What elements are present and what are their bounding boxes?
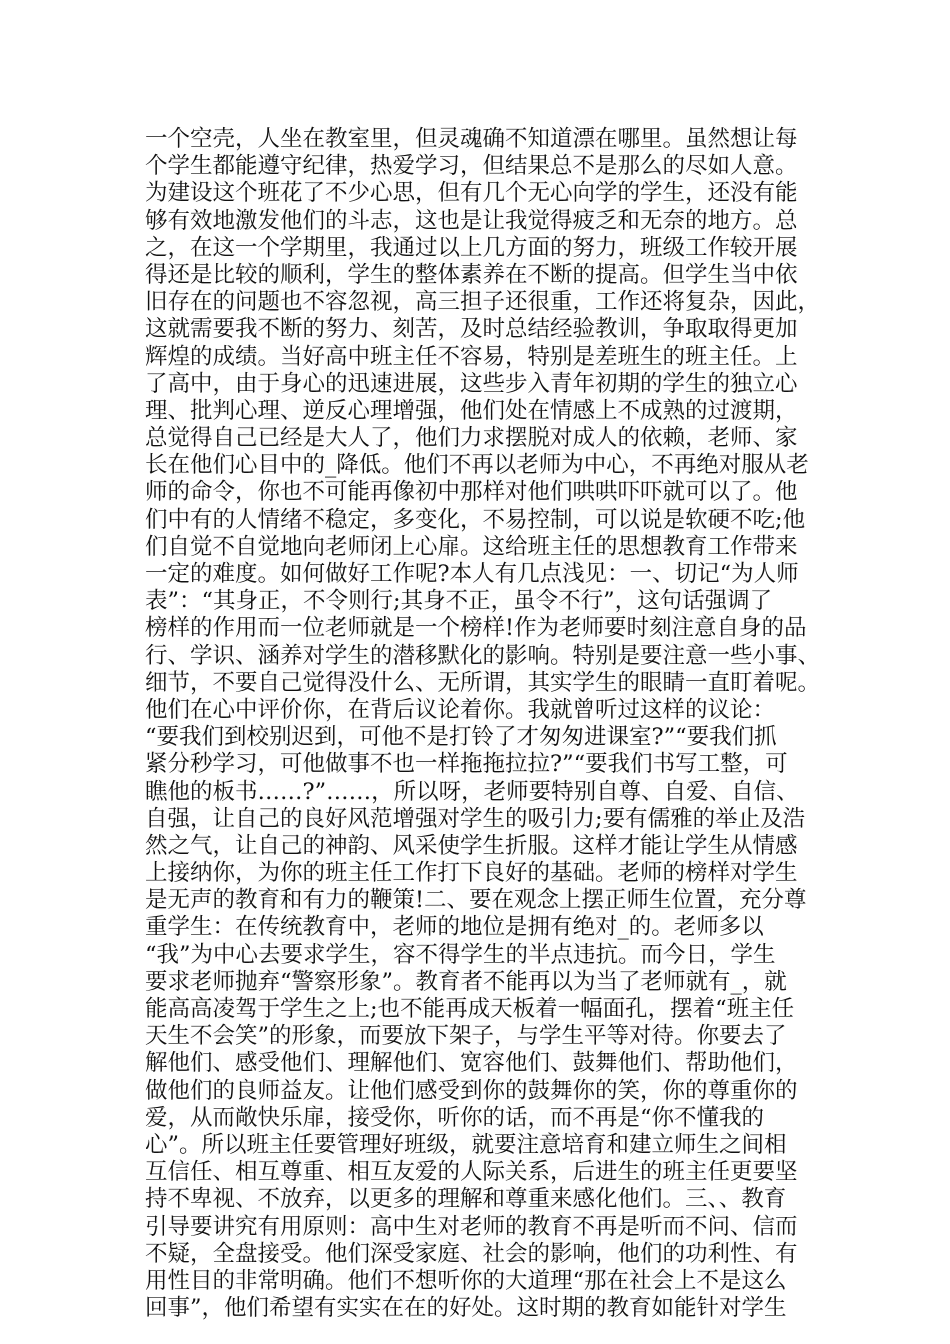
text-line: 这就需要我不断的努力、刻苦，及时总结经验教训，争取取得更加 xyxy=(145,316,798,343)
text-line: 自强，让自己的良好风范增强对学生的吸引力;要有儒雅的举止及浩 xyxy=(145,805,806,832)
text-line: 辉煌的成绩。当好高中班主任不容易，特别是差班生的班主任。上 xyxy=(145,343,798,370)
text-line: 心”。所以班主任要管理好班级，就要注意培育和建立师生之间相 xyxy=(145,1131,787,1158)
text-line: 要求老师抛弃“警察形象”。教育者不能再以为当了老师就有_，就 xyxy=(145,968,787,995)
text-line: 解他们、感受他们、理解他们、宽容他们、鼓舞他们、帮助他们， xyxy=(145,1050,798,1077)
text-line: 回事”，他们希望有实实在在的好处。这时期的教育如能针对学生 xyxy=(145,1295,787,1322)
text-line: 他们在心中评价你，在背后议论着你。我就曾听过这样的议论： xyxy=(145,696,776,723)
text-line: 一个空壳，人坐在教室里，但灵魂确不知道漂在哪里。虽然想让每 xyxy=(145,126,798,152)
text-line: 总觉得自己已经是大人了，他们力求摆脱对成人的依赖，老师、家 xyxy=(145,425,798,452)
text-line: 得还是比较的顺利，学生的整体素养在不断的提高。但学生当中依 xyxy=(145,261,798,288)
text-line: 能高高凌驾于学生之上;也不能再成天板着一幅面孔，摆着“班主任 xyxy=(145,996,795,1022)
text-line: 之，在这一个学期里，我通过以上几方面的努力，班级工作较开展 xyxy=(145,234,798,261)
text-line: 紧分秒学习，可他做事不也一样拖拖拉拉?”“要我们书写工整，可 xyxy=(145,751,788,778)
text-line: 上接纳你，为你的班主任工作打下良好的基础。老师的榜样对学生 xyxy=(145,860,798,887)
text-line: 为建设这个班花了不少心思，但有几个无心向学的学生，还没有能 xyxy=(145,180,798,207)
text-line: “我”为中心去要求学生，容不得学生的半点违抗。而今日，学生 xyxy=(145,941,776,968)
body-text xyxy=(145,126,825,1322)
text-line: 重学生：在传统教育中，老师的地位是拥有绝对_的。老师多以 xyxy=(145,914,764,941)
text-line: 理、批判心理、逆反心理增强，他们处在情感上不成熟的过渡期， xyxy=(145,397,798,424)
text-line: “要我们到校别迟到，可他不是打铃了才匆匆进课室?”“要我们抓 xyxy=(145,724,777,751)
text-line: 们自觉不自觉地向老师闭上心扉。这给班主任的思想教育工作带来 xyxy=(145,533,798,560)
text-line: 旧存在的问题也不容忽视，高三担子还很重，工作还将复杂，因此， xyxy=(145,289,821,316)
text-line: 行、学识、涵养对学生的潜移默化的影响。特别是要注意一些小事、 xyxy=(145,642,821,669)
text-line: 然之气，让自己的神韵、风采使学生折服。这样才能让学生从情感 xyxy=(145,832,798,859)
text-line: 了高中，由于身心的迅速进展，这些步入青年初期的学生的独立心 xyxy=(145,370,798,397)
text-line: 榜样的作用而一位老师就是一个榜样!作为老师要时刻注意自身的品 xyxy=(145,615,807,642)
text-line: 们中有的人情绪不稳定，多变化，不易控制，可以说是软硬不吃;他 xyxy=(145,506,806,533)
text-line: 不疑，全盘接受。他们深受家庭、社会的影响，他们的功利性、有 xyxy=(145,1240,798,1267)
text-line: 是无声的教育和有力的鞭策!二、要在观念上摆正师生位置，充分尊 xyxy=(145,887,807,914)
text-line: 瞧他的板书……?”……，所以呀，老师要特别自尊、自爱、自信、 xyxy=(145,778,799,805)
text-line: 表”：“其身正，不令则行;其身不正，虽令不行”，这句话强调了 xyxy=(145,588,773,615)
text-line: 爱，从而敞快乐扉，接受你，听你的话，而不再是“你不懂我的 xyxy=(145,1104,765,1131)
text-line: 个学生都能遵守纪律，热爱学习，但结果总不是那么的尽如人意。 xyxy=(145,153,798,180)
text-line: 引导要讲究有用原则：高中生对老师的教育不再是听而不问、信而 xyxy=(145,1213,798,1240)
text-line: 一定的难度。如何做好工作呢?本人有几点浅见：一、切记“为人师 xyxy=(145,561,799,587)
text-line: 细节，不要自己觉得没什么、无所谓，其实学生的眼睛一直盯着呢。 xyxy=(145,669,821,696)
text-line: 做他们的良师益友。让他们感受到你的鼓舞你的笑，你的尊重你的 xyxy=(145,1077,798,1104)
text-line: 够有效地激发他们的斗志，这也是让我觉得疲乏和无奈的地方。总 xyxy=(145,207,798,234)
text-line: 天生不会笑”的形象，而要放下架子，与学生平等对待。你要去了 xyxy=(145,1023,787,1050)
text-line: 互信任、相互尊重、相互友爱的人际关系，后进生的班主任更要坚 xyxy=(145,1159,798,1186)
text-line: 长在他们心目中的_降低。他们不再以老师为中心，不再绝对服从老 xyxy=(145,452,809,479)
text-line: 持不卑视、不放弃，以更多的理解和尊重来感化他们。三、、教育 xyxy=(145,1186,787,1213)
text-line: 师的命令，你也不可能再像初中那样对他们哄哄吓吓就可以了。他 xyxy=(145,479,798,506)
text-line: 用性目的非常明确。他们不想听你的大道理“那在社会上不是这么 xyxy=(145,1267,787,1294)
